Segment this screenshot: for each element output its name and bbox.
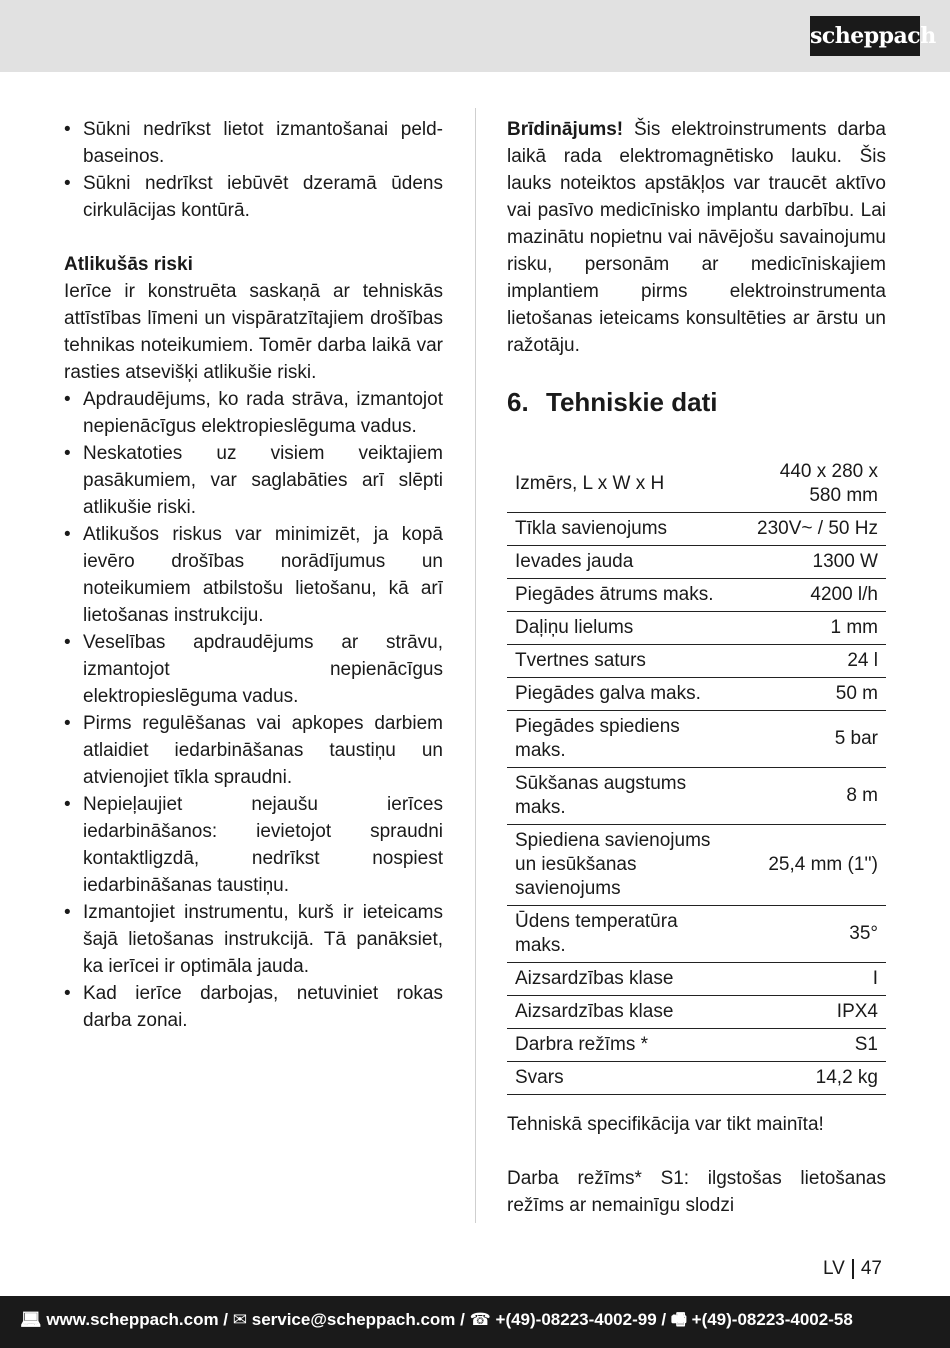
spec-value: 1 mm [830,617,878,638]
spec-row [507,825,886,906]
spec-row [507,906,886,963]
spec-change-note: Tehniskā specifikācija var tikt mainīta! [507,1114,824,1135]
spec-label: Izmērs, L x W x H [515,473,665,494]
footer-website[interactable]: www.scheppach.com [46,1310,219,1329]
spec-row [507,513,886,546]
spec-label: Piegādes ātrums maks. [515,584,714,605]
spec-value: 4200 l/h [810,584,878,605]
footer-separator: / [218,1310,233,1329]
spec-row [507,645,886,678]
warning-text: Šis elektroinstruments darba laikā rada elektromagnētisko lauku. Šis lauks noteiktos apstākļos var traucēt aktīvo vai pasīvo medicīnisko implantu darbību. Lai mazinātu nopietnu vai nāvējošu savainojumu risku, personām ar medicīniskajiem implantiem pirms elektroinstrumenta lietošanas ieteicams konsultēties ar ārstu un ražotāju. [507,119,886,356]
spec-value: 230V~ / 50 Hz [757,518,878,539]
footer-email[interactable]: service@scheppach.com [251,1310,456,1329]
spec-label: Piegādes spiediens maks. [515,716,680,761]
spec-row [507,996,886,1029]
page-separator [852,1259,854,1279]
left-column [64,116,443,1034]
spec-value: 14,2 kg [815,1067,878,1088]
spec-label: Ūdens temperatūra maks. [515,911,678,956]
footer-phone[interactable]: +(49)-08223-4002-99 [495,1310,657,1329]
footer-bar [0,1296,950,1348]
laptop-icon: 💻︎ [20,1310,42,1329]
section-heading [507,386,886,418]
operating-mode-note: Darba režīms* S1: ilgstošas lietošanas režīms ar nemainīgu slodzi [507,1168,886,1216]
spec-value: IPX4 [836,1001,878,1022]
spec-value: 5 bar [834,728,878,749]
section-number: 6. [507,387,529,417]
bullet-item: • Sūkni nedrīkst lietot izmantošanai peld-baseinos. [64,116,443,170]
spec-label: Tvertnes saturs [515,650,646,671]
spec-row [507,678,886,711]
residual-risks-heading: Atlikušās riski [64,254,193,275]
spec-value: 25,4 mm (1'') [768,854,878,875]
spec-row [507,768,886,825]
spec-label: Daļiņu lielums [515,617,634,638]
brand-logo: scheppach [810,16,920,56]
spec-value: 1300 W [812,551,878,572]
page-number [823,1257,882,1281]
footer-fax: +(49)-08223-4002-58 [691,1310,853,1329]
warning-label: Brīdinājums! [507,119,624,140]
spec-value: 24 l [847,650,878,671]
spec-value: 35° [849,923,878,944]
footer-separator: / [455,1310,470,1329]
spec-row [507,1062,886,1095]
phone-icon: ☎︎ [469,1310,491,1329]
spec-value: I [872,968,878,989]
section-title: Tehniskie dati [546,387,718,417]
spec-label: Sūkšanas augstums maks. [515,773,687,818]
spec-label: Ievades jauda [515,551,634,572]
bullet-item: • Veselības apdraudējums ar strāvu, izmantojot nepienācīgus elektropieslēguma vadus. [64,629,443,710]
spec-label: Aizsardzības klase [515,968,674,989]
spec-row [507,1029,886,1062]
spec-row [507,612,886,645]
spec-value: 8 m [846,785,878,806]
column-divider [475,108,476,1223]
fax-icon: 🖷︎ [670,1310,687,1329]
bullet-item: • Apdraudējums, ko rada strāva, izmantojot nepienācīgus elektropieslēguma vadus. [64,386,443,440]
spec-label: Tīkla savienojums [515,518,668,539]
right-column [507,116,886,1219]
spec-value: 50 m [835,683,878,704]
spec-value: 440 x 280 x 580 mm [779,461,878,506]
bullet-item: • Nepieļaujiet nejaušu ierīces iedarbināšanos: ievietojot spraudni kontaktligzdā, nedrīkst nospiest iedarbināšanas taustiņu. [64,791,443,899]
spec-label: Darbra režīms * [515,1034,649,1055]
spec-table [507,456,886,1095]
bullet-item: • Izmantojiet instrumentu, kurš ir ieteicams šajā lietošanas instrukcijā. Tā panāksiet, ka ierīcei ir optimāla jauda. [64,899,443,980]
bullet-item: • Pirms regulēšanas vai apkopes darbiem atlaidiet iedarbināšanas taustiņu un atvienojiet tīkla spraudni. [64,710,443,791]
residual-risks-list [64,386,443,1034]
spec-value: S1 [854,1034,878,1055]
spec-label: Piegādes galva maks. [515,683,701,704]
spec-label: Svars [515,1067,564,1088]
emf-warning [507,116,886,359]
spec-row [507,711,886,768]
spec-row [507,963,886,996]
footer-separator: / [656,1310,671,1329]
bullet-item: • Kad ierīce darbojas, netuviniet rokas darba zonai. [64,980,443,1034]
spec-row [507,456,886,513]
bullet-item: • Atlikušos riskus var minimizēt, ja kopā ievēro drošības norādījumus un noteikumiem atbilstošu lietošanu, kā arī lietošanas instrukciju. [64,521,443,629]
page-number-value: 47 [860,1258,882,1279]
spec-label: Spiediena savienojums un iesūkšanas savienojums [515,830,711,899]
residual-risks-intro: Ierīce ir konstruēta saskaņā ar tehniskās attīstības līmeni un vispāratzītajiem drošības tehnikas noteikumiem. Tomēr darba laikā var rasties atsevišķi atlikušie riski. [64,281,443,383]
bullet-item: • Neskatoties uz visiem veiktajiem pasākumiem, var saglabāties arī slēpti atlikušie riski. [64,440,443,521]
page-language: LV [823,1258,845,1279]
spec-label: Aizsardzības klase [515,1001,674,1022]
header-band [0,0,950,72]
bullet-item: • Sūkni nedrīkst iebūvēt dzeramā ūdens cirkulācijas kontūrā. [64,170,443,224]
usage-restrictions-list [64,116,443,224]
spec-row [507,579,886,612]
mail-icon: ✉︎ [232,1310,247,1329]
spec-row [507,546,886,579]
